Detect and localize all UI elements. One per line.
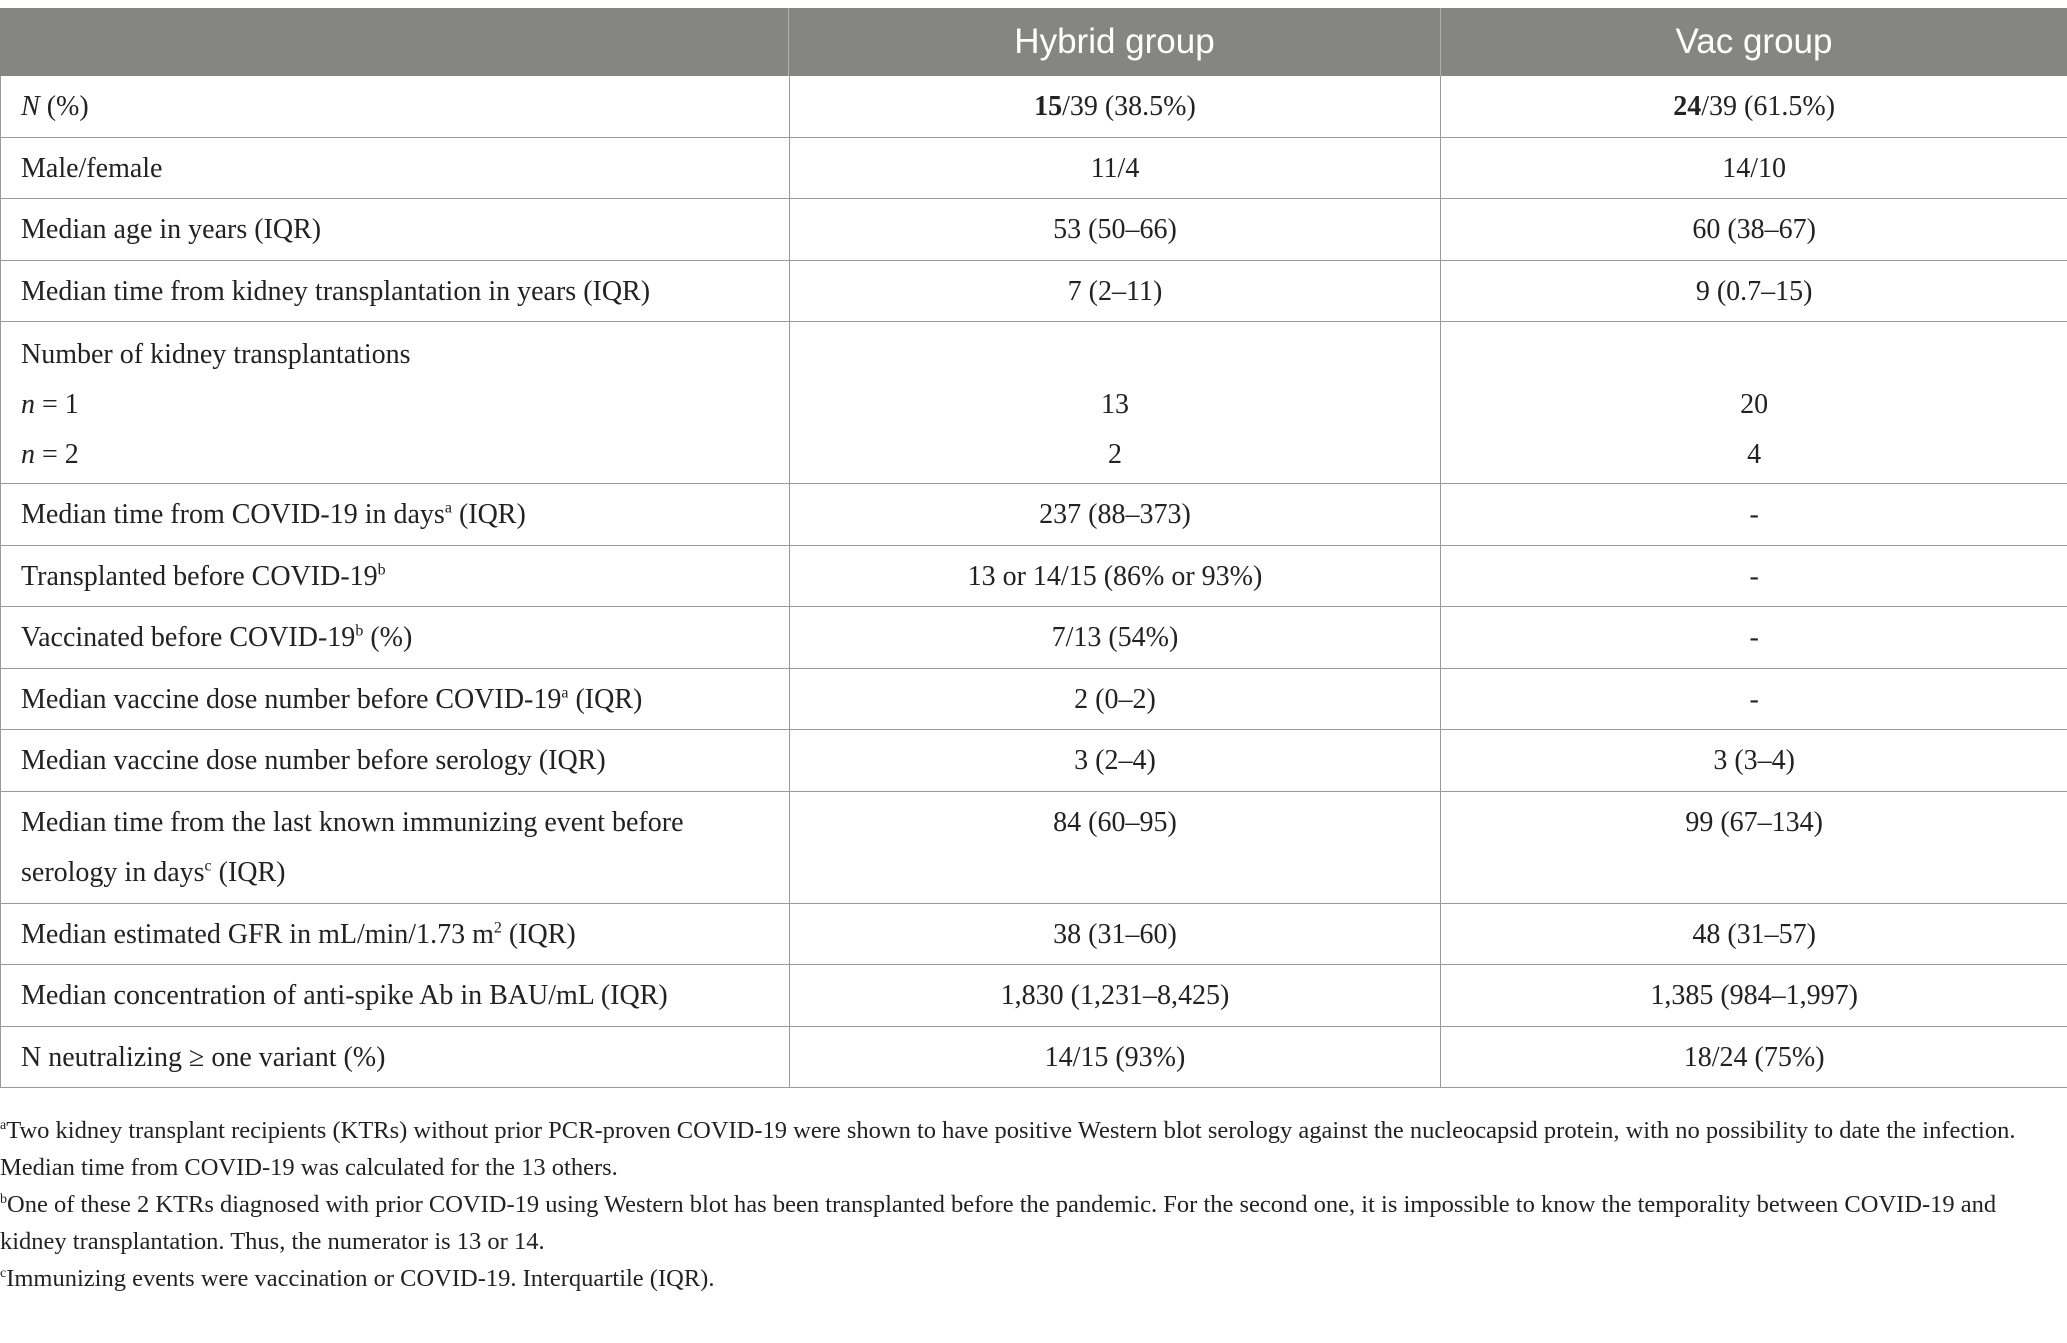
row-label: Male/female [1, 138, 790, 199]
hybrid-value: 13 or 14/15 (86% or 93%) [790, 546, 1442, 607]
header-hybrid-group: Hybrid group [789, 8, 1441, 76]
footnote-marker: b [377, 561, 386, 579]
vac-value: 20 4 [1740, 389, 1769, 470]
footnote-marker: b [355, 622, 364, 640]
table-row-transplanted-before [0, 546, 2067, 608]
row-label: Number of kidney transplantations n = 1 n = 2 [1, 322, 790, 483]
footnote-marker: c [204, 857, 212, 875]
table-row-antispike [0, 965, 2067, 1027]
vac-value: 3 (3–4) [1713, 745, 1795, 776]
row-label: Median estimated GFR in mL/min/1.73 $m^2$ (IQR) [1, 904, 790, 965]
table-header-row [0, 8, 2067, 76]
table-row-neutralizing [0, 1027, 2067, 1089]
table-row-gfr [0, 904, 2067, 966]
vac-value: - [1749, 683, 1759, 715]
hybrid-value: 14/15 (93%) [790, 1027, 1442, 1088]
table-row-dose-before-serology [0, 730, 2067, 792]
hybrid-value: 13 2 [790, 322, 1442, 483]
vac-value: 24/39 (61.5%) [1673, 91, 1836, 122]
hybrid-value: 11/4 [790, 138, 1442, 199]
hybrid-value: 1,830 (1,231–8,425) [790, 965, 1442, 1026]
table-row-n [0, 76, 2067, 138]
table-row-number-transplants [0, 322, 2067, 484]
table-row-time-covid [0, 484, 2067, 546]
vac-value: - [1749, 560, 1759, 592]
table-row-time-last-event [0, 792, 2067, 904]
vac-value: - [1749, 622, 1759, 653]
characteristics-table [0, 8, 2067, 1088]
superscript-two: 2 [493, 919, 502, 937]
row-label: Vaccinated before COVID-19$^b$ (%) [1, 607, 790, 668]
footnote-c: $^c$Immunizing events were vaccination or COVID-19. Interquartile (IQR). [0, 1265, 715, 1292]
row-label: Median vaccine dose number before COVID-19$^a$ (IQR) [1, 669, 790, 730]
hybrid-value: 15/39 (38.5%) [790, 76, 1442, 137]
header-label-column [0, 8, 789, 76]
hybrid-value: 7 (2–11) [790, 261, 1442, 322]
vac-value: 9 (0.7–15) [1695, 275, 1813, 307]
table-row-time-transplant [0, 261, 2067, 323]
row-label: N (%) [1, 76, 790, 137]
table-row-vaccinated-before [0, 607, 2067, 669]
row-label: Median age in years (IQR) [1, 199, 790, 260]
table-row-dose-before-covid [0, 669, 2067, 731]
vac-value: - [1749, 499, 1759, 530]
footnote-a: $^a$Two kidney transplant recipients (KTRs) without prior PCR-proven COVID-19 were shown to have positive Western blot serology against the nucleocapsid protein, with no possibility to date the infection. Median time from COVID-19 was calculated for the 13 others. [0, 1117, 2016, 1181]
vac-value: 14/10 [1722, 152, 1787, 184]
row-label: N neutralizing ≥ one variant (%) [1, 1027, 790, 1088]
hybrid-value: 7/13 (54%) [790, 607, 1442, 668]
hybrid-value: 38 (31–60) [790, 904, 1442, 965]
footnote-b: $^b$One of these 2 KTRs diagnosed with prior COVID-19 using Western blot has been transplanted before the pandemic. For the second one, it is impossible to know the temporality between COVID-19 and kidney transplantation. Thus, the numerator is 13 or 14. [0, 1191, 1997, 1255]
table-row-age [0, 199, 2067, 261]
vac-value: 1,385 (984–1,997) [1650, 980, 1858, 1011]
table-row-sex [0, 138, 2067, 200]
hybrid-value: 237 (88–373) [790, 484, 1442, 545]
hybrid-value: 53 (50–66) [790, 199, 1442, 260]
vac-value: 48 (31–57) [1692, 918, 1816, 950]
vac-value: 60 (38–67) [1692, 214, 1816, 245]
hybrid-value: 2 (0–2) [790, 669, 1442, 730]
row-label: Median vaccine dose number before serology (IQR) [1, 730, 790, 791]
vac-value: 18/24 (75%) [1683, 1041, 1825, 1073]
vac-value: 99 (67–134) [1685, 806, 1823, 838]
row-label: Median concentration of anti-spike Ab in BAU/mL (IQR) [1, 965, 790, 1026]
row-label: Median time from the last known immunizing event before serology in days$^c$ (IQR) [1, 792, 790, 903]
header-vac-group: Vac group [1675, 22, 1833, 61]
hybrid-value: 84 (60–95) [790, 792, 1442, 903]
hybrid-value: 3 (2–4) [790, 730, 1442, 791]
table-footnotes [0, 1112, 2067, 1297]
footnote-marker: a [444, 499, 452, 517]
row-label: Transplanted before COVID-19$^b$ [1, 546, 790, 607]
footnote-marker: a [561, 684, 569, 702]
row-label: Median time from COVID-19 in days$^a$ (IQR) [1, 484, 790, 545]
row-label: Median time from kidney transplantation in years (IQR) [1, 261, 790, 322]
